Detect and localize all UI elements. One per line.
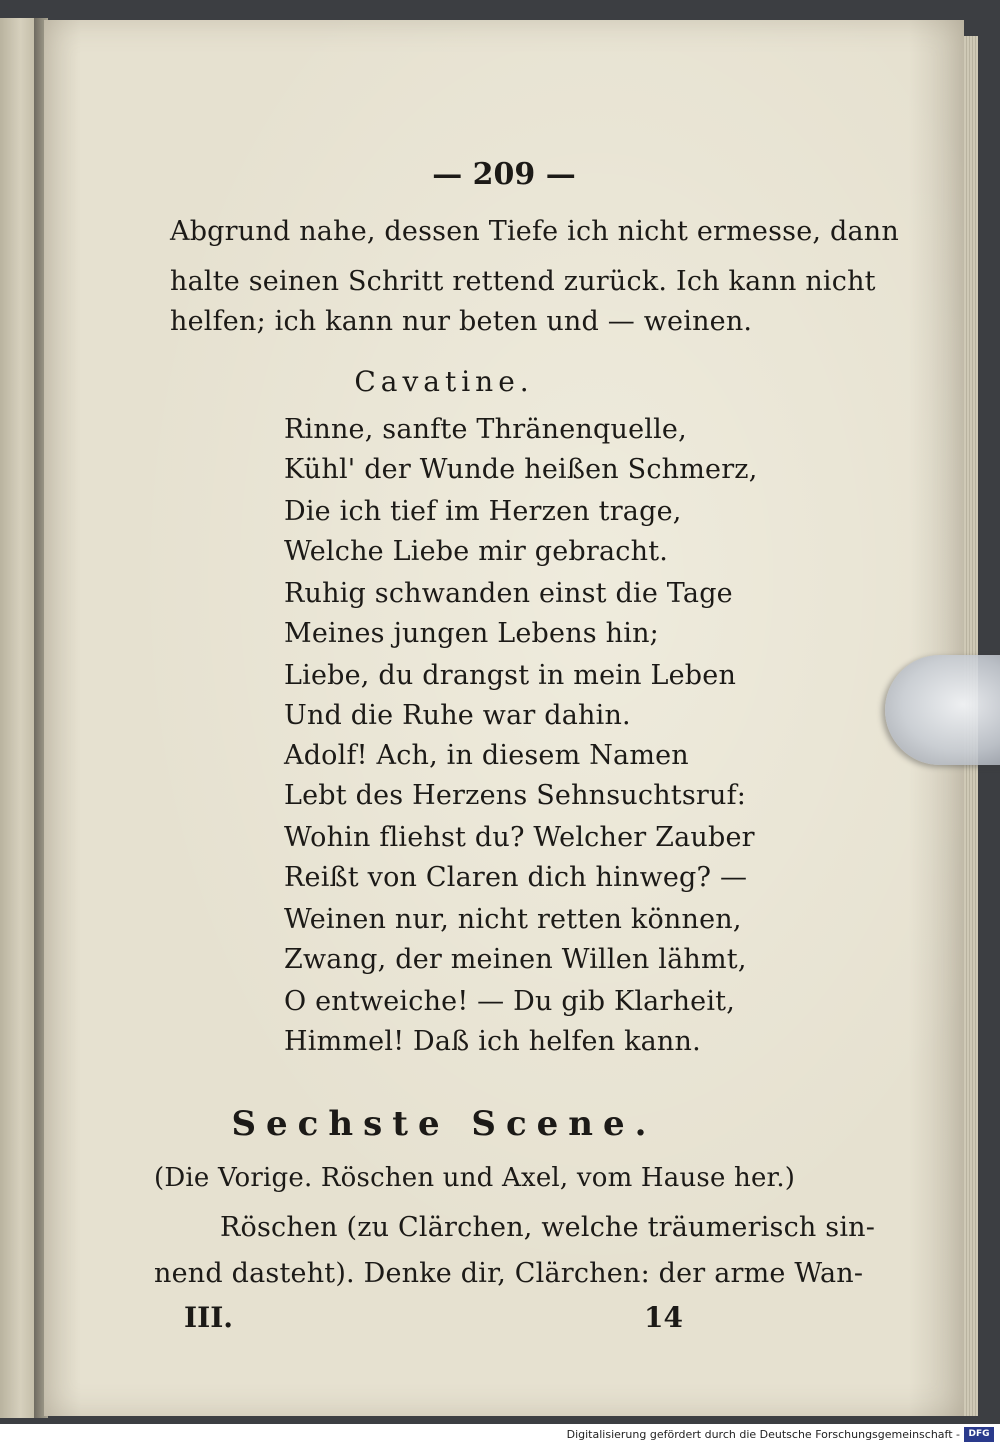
credit-bar (0, 1424, 1000, 1446)
verse-line: Die ich tief im Herzen trage, (284, 496, 682, 527)
dfg-logo: DFG (964, 1427, 994, 1442)
previous-page-edge (0, 18, 36, 1418)
digitization-credit: Digitalisierung gefördert durch die Deutsche Forschungsgemeinschaft - (566, 1428, 960, 1441)
prose-line: halte seinen Schritt rettend zurück. Ich kann nicht (170, 266, 876, 297)
prose-line: Abgrund nahe, dessen Tiefe ich nicht ermesse, dann (170, 216, 899, 247)
book-page (44, 20, 964, 1416)
verse-line: Meines jungen Lebens hin; (284, 618, 659, 649)
dialogue-line: nend dasteht). Denke dir, Clärchen: der arme Wan- (154, 1258, 864, 1289)
verse-line: Reißt von Claren dich hinweg? — (284, 862, 748, 893)
scene-heading: Sechste Scene. (231, 1104, 657, 1144)
signature-mark: III. (184, 1301, 234, 1334)
verse-line: Zwang, der meinen Willen lähmt, (284, 944, 747, 975)
song-title: Cavatine. (354, 365, 534, 398)
prose-line: helfen; ich kann nur beten und — weinen. (170, 306, 753, 337)
verse-line: Welche Liebe mir gebracht. (284, 536, 669, 567)
verse-line: Rinne, sanfte Thränenquelle, (284, 414, 687, 445)
bookmark-clip (885, 655, 1000, 765)
page-text (44, 20, 964, 1416)
verse-line: Wohin fliehst du? Welcher Zauber (284, 822, 755, 853)
verse-line: Weinen nur, nicht retten können, (284, 904, 742, 935)
verse-line: Kühl' der Wunde heißen Schmerz, (284, 454, 758, 485)
verse-line: Adolf! Ach, in diesem Namen (284, 740, 689, 771)
dialogue-line: Röschen (zu Clärchen, welche träumerisch sin- (220, 1212, 876, 1243)
sheet-number: 14 (644, 1301, 683, 1334)
verse-line: O entweiche! — Du gib Klarheit, (284, 986, 736, 1017)
verse-line: Lebt des Herzens Sehnsuchtsruf: (284, 780, 747, 811)
verse-line: Himmel! Daß ich helfen kann. (284, 1026, 701, 1057)
verse-line: Und die Ruhe war dahin. (284, 700, 631, 731)
verse-line: Ruhig schwanden einst die Tage (284, 578, 733, 609)
verse-line: Liebe, du drangst in mein Leben (284, 660, 737, 691)
stage-direction: (Die Vorige. Röschen und Axel, vom Hause her.) (154, 1163, 796, 1193)
page-number: — 209 — (432, 157, 576, 192)
